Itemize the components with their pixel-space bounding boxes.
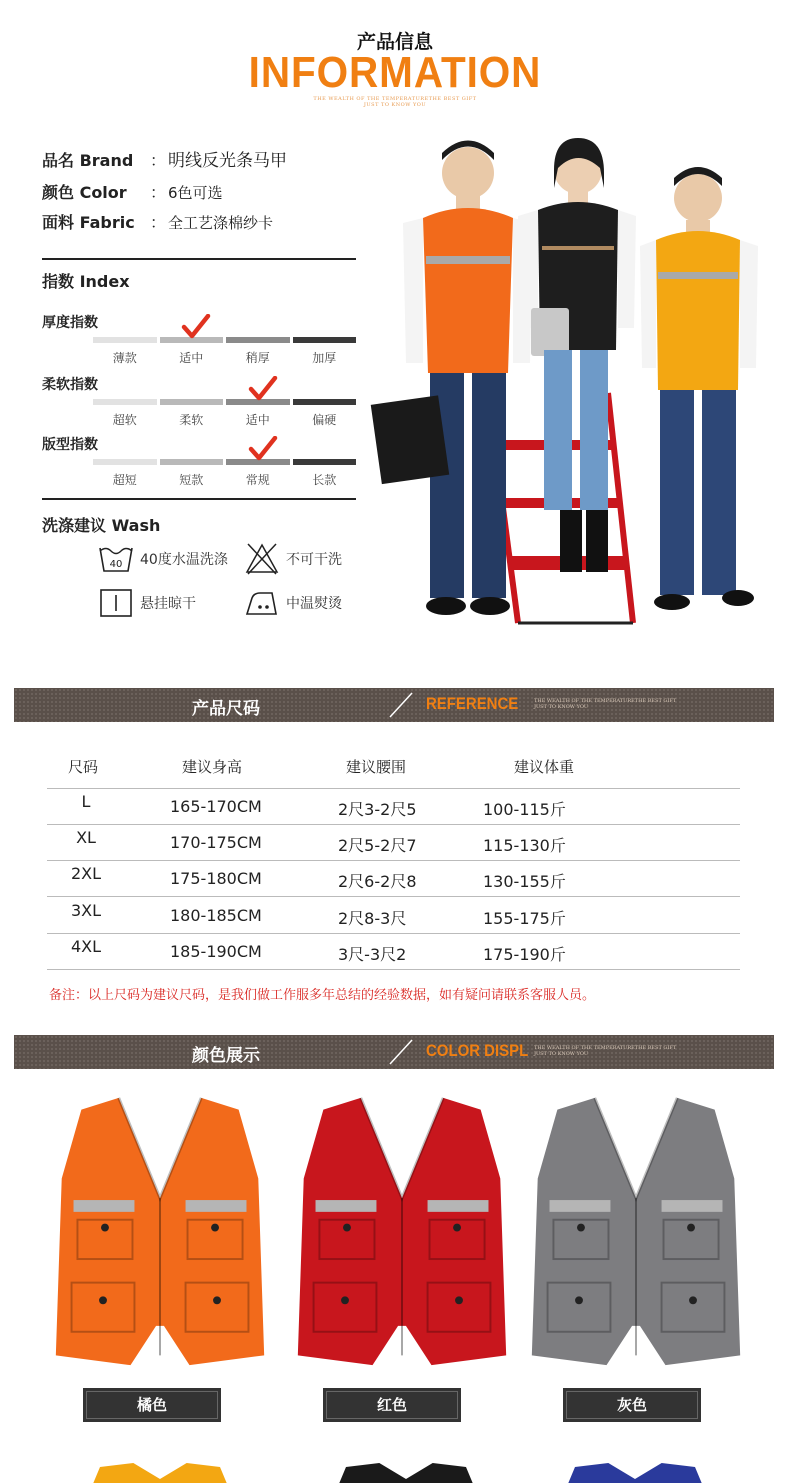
brand-label: 品名 Brand [42,151,134,170]
index-scale-segment [93,337,157,343]
vest-color-image [282,1090,522,1375]
size-note: 备注：以上尺码为建议尺码，是我们做工作服多年总结的经验数据，如有疑问请联系客服人员。 [49,988,596,1003]
slash-divider-icon [386,1038,416,1066]
vest-color-image [516,1090,756,1375]
no-dry-clean-icon [244,542,280,576]
color-value: 6色可选 [168,184,223,202]
index-scale-segment [226,337,290,343]
index-scale-segment [293,399,357,405]
table-cell: 3XL [70,900,102,920]
index-scale-bar [93,459,356,465]
model-right [640,167,758,610]
tagline-line-1: THE WEALTH OF THE TEMPERATURETHE BEST GIFT [534,698,677,704]
iron-label: 中温熨烫 [286,596,342,612]
tagline-line-2: JUST TO KNOW YOU [534,1051,589,1057]
wash-title: 洗涤建议 Wash [42,516,161,535]
index-title: 指数 Index [42,272,130,291]
divider [42,258,356,260]
brand-row [42,146,287,171]
table-cell: 2尺6-2尺8 [338,872,417,892]
no-dry-clean-instruction [244,542,342,576]
index-option-label: 超短 [112,473,137,487]
color-label: 橘色 [86,1391,218,1419]
divider [42,498,356,500]
table-row [47,789,740,825]
index-scale-bar [93,337,356,343]
index-scale-bar [93,399,356,405]
size-banner-en: REFERENCE [426,694,519,713]
fabric-value: 全工艺涤棉纱卡 [168,214,274,232]
table-cell: 185-190CM [170,941,262,961]
vest-color-image [555,1462,715,1484]
index-option-label: 稍厚 [245,351,270,365]
table-row [47,898,740,934]
table-cell: 175-180CM [170,869,262,889]
hang-dry-instruction [98,588,196,618]
table-cell: 180-185CM [170,905,262,925]
index-option-label: 加厚 [312,351,337,365]
index-group-name: 柔软指数 [42,377,98,393]
slash-divider-icon [386,691,416,719]
vest-color-image [40,1090,280,1375]
index-scale-labels [93,471,356,488]
tagline-line-2: JUST TO KNOW YOU [363,102,427,108]
tagline-line-1: THE WEALTH OF THE TEMPERATURETHE BEST GIFT [534,1045,677,1051]
index-scale-segment [293,337,357,343]
table-cell: 2尺8-3尺 [338,908,407,928]
wash-instruction [98,544,228,574]
vest-color-image [80,1462,240,1484]
index-option-label: 偏硬 [312,413,337,427]
table-cell: 2尺5-2尺7 [338,836,417,856]
index-group-name: 版型指数 [42,437,98,453]
color-row [42,180,223,203]
selected-check-icon [248,436,278,462]
wash-label: 40度水温洗涤 [140,552,228,568]
table-header-weight: 建议体重 [514,758,575,776]
section-title-en: INFORMATION [248,48,542,97]
wash-40-icon [98,544,134,574]
no-dry-clean-label: 不可干洗 [286,552,342,568]
color-banner-en: COLOR DISPL [426,1041,529,1060]
fabric-row [42,210,273,233]
selected-check-icon [248,376,278,402]
index-option-label: 短款 [179,473,204,487]
index-scale-segment [160,399,224,405]
index-option-label: 适中 [179,351,204,365]
color-banner-title: 颜色展示 [192,1046,260,1066]
hang-dry-label: 悬挂晾干 [140,596,196,612]
table-header-height: 建议身高 [182,758,243,776]
color-label: 灰色 [566,1391,698,1419]
table-row [47,861,740,897]
index-scale-labels [93,411,356,428]
index-option-label: 适中 [245,413,270,427]
svg-text:40: 40 [109,559,123,570]
table-cell: 2XL [70,864,102,884]
color-label: 颜色 Color [42,183,127,202]
table-cell: 130-155斤 [483,872,566,892]
index-option-label: 薄款 [112,351,137,365]
table-cell: 3尺-3尺2 [338,944,407,964]
table-header-size: 尺码 [68,758,99,776]
table-cell: L [81,792,91,811]
iron-instruction [244,588,342,618]
index-scale-labels [93,349,356,366]
medium-iron-icon [244,588,280,618]
size-banner-title: 产品尺码 [192,699,260,719]
color-banner [14,1035,774,1069]
table-cell: 165-170CM [170,797,262,816]
table-cell: 170-175CM [170,833,262,853]
table-cell: 155-175斤 [483,908,566,928]
index-option-label: 常规 [245,473,270,487]
brand-value: 明线反光条马甲 [168,151,287,171]
separator: ： [150,151,167,170]
fabric-label: 面料 Fabric [42,213,135,232]
separator: ： [150,213,167,232]
table-header-waist: 建议腰围 [346,758,407,776]
index-scale-segment [160,459,224,465]
table-cell: 115-130斤 [483,836,566,856]
size-banner [14,688,774,722]
table-cell: 100-115斤 [483,800,566,819]
index-scale-segment [293,459,357,465]
table-cell: 2尺3-2尺5 [338,800,417,819]
index-scale-segment [93,399,157,405]
index-option-label: 超软 [112,413,137,427]
selected-check-icon [181,314,211,340]
table-row [47,825,740,861]
section-title-cn: 产品信息 [356,31,433,53]
table-row [47,934,740,970]
index-option-label: 柔软 [179,413,204,427]
color-banner-tagline [534,1045,676,1057]
vest-color-image [326,1462,486,1484]
header-tagline [0,96,790,108]
tagline-line-2: JUST TO KNOW YOU [534,704,589,710]
hang-dry-icon [98,588,134,618]
color-label: 红色 [326,1391,458,1419]
index-scale-segment [93,459,157,465]
models-photo [368,128,786,638]
size-banner-tagline [534,698,676,710]
table-cell: XL [76,828,96,848]
tagline-line-1: THE WEALTH OF THE TEMPERATURETHE BEST GIFT [313,96,477,102]
index-group-name: 厚度指数 [42,315,98,331]
index-option-label: 长款 [312,473,337,487]
table-cell: 4XL [70,936,102,956]
separator: ： [150,183,167,202]
table-cell: 175-190斤 [483,944,566,964]
